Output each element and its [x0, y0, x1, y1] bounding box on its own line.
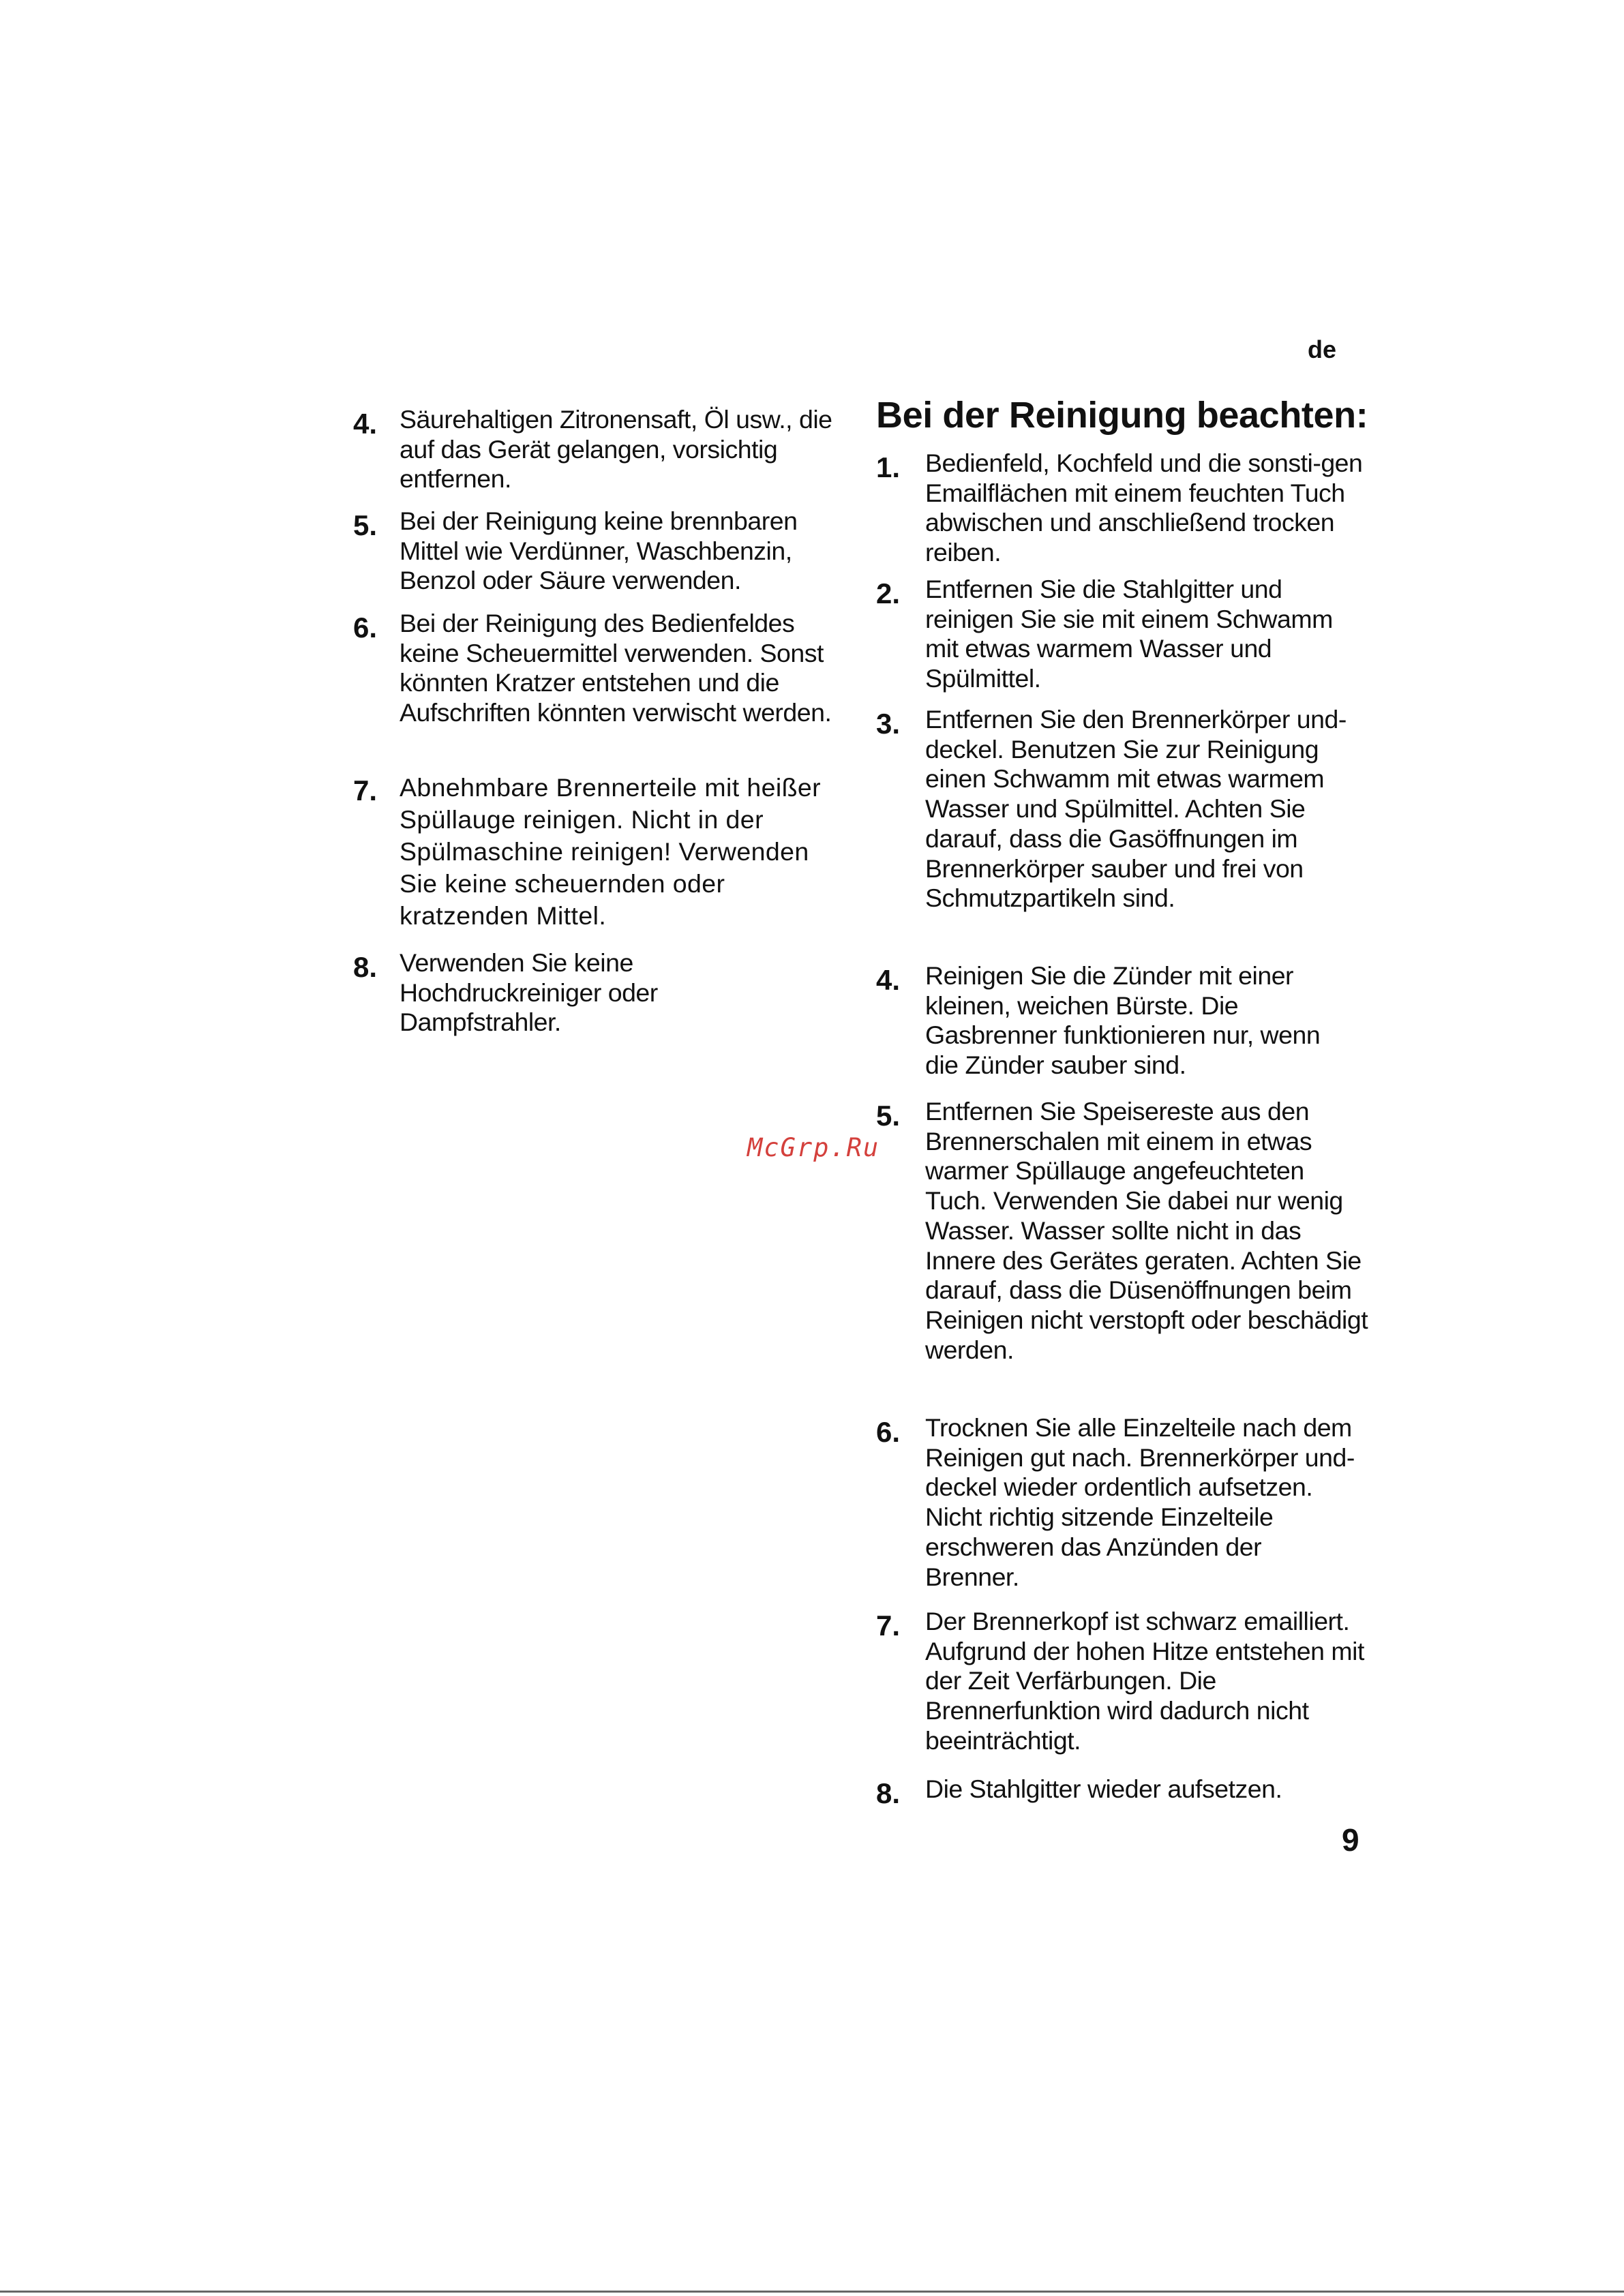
list-item	[353, 948, 735, 1038]
list-item	[353, 507, 803, 596]
item-number: 3.	[876, 708, 901, 740]
item-number: 6.	[353, 611, 378, 644]
item-text: Bedienfeld, Kochfeld und die sonsti-gen Emailflächen mit einem feuchten Tuch abwischen und anschließend trocken reiben.	[925, 449, 1363, 567]
list-item	[876, 1413, 1362, 1592]
item-number: 4.	[353, 408, 378, 440]
item-text: Die Stahlgitter wieder aufsetzen.	[925, 1774, 1282, 1803]
item-number: 5.	[353, 509, 378, 541]
list-item	[876, 575, 1340, 694]
item-text: Säurehaltigen Zitronensaft, Öl usw., die auf das Gerät gelangen, vorsichtig entfernen.	[400, 405, 832, 493]
item-number: 8.	[876, 1777, 901, 1809]
item-text: Trocknen Sie alle Einzelteile nach dem Reinigen gut nach. Brennerkörper und-deckel wieder ordentlich aufsetzen. Nicht richtig sitzende Einzelteile erschweren das Anzünden der Brenner.	[925, 1413, 1355, 1591]
section-heading: Bei der Reinigung beachten:	[876, 395, 1368, 436]
item-text: Bei der Reinigung des Bedienfeldes keine Scheuermittel verwenden. Sonst könnten Kratzer entstehen und die Aufschriften könnten verwischt werden.	[400, 609, 832, 727]
list-item	[876, 705, 1370, 913]
list-item	[353, 609, 837, 727]
item-number: 1.	[876, 451, 901, 483]
list-item	[876, 961, 1353, 1081]
item-text: Verwenden Sie keine Hochdruckreiniger oder Dampfstrahler.	[400, 948, 658, 1036]
item-number: 5.	[876, 1100, 901, 1132]
bottom-divider	[0, 2291, 1624, 2293]
page-number: 9	[1342, 1822, 1359, 1858]
item-number: 7.	[876, 1610, 901, 1642]
list-item	[876, 1774, 1394, 1809]
list-item	[353, 772, 830, 932]
item-text: Entfernen Sie den Brennerkörper und-deckel. Benutzen Sie zur Reinigung einen Schwamm mit etwas warmem Wasser und Spülmittel. Achten Sie darauf, dass die Gasöffnungen im Brennerkörper sauber und frei von Schmutzpartikeln sind.	[925, 705, 1347, 913]
item-text: Bei der Reinigung keine brennbaren Mittel wie Verdünner, Waschbenzin, Benzol oder Säure verwenden.	[400, 507, 798, 594]
item-text: Der Brennerkopf ist schwarz emailliert. Aufgrund der hohen Hitze entstehen mit der Zeit Verfärbungen. Die Brennerfunktion wird dadurch nicht beeinträchtigt.	[925, 1607, 1364, 1755]
language-tag: de	[1308, 335, 1337, 363]
list-item	[353, 405, 844, 494]
item-text: Abnehmbare Brennerteile mit heißer Spüllauge reinigen. Nicht in der Spülmaschine reinigen! Verwenden Sie keine scheuernden oder kratzenden Mittel.	[400, 773, 822, 930]
item-text: Entfernen Sie Speisereste aus den Brennerschalen mit einem in etwas warmer Spüllauge angefeuchteten Tuch. Verwenden Sie dabei nur wenig Wasser. Wasser sollte nicht in das Innere des Gerätes geraten. Achten Sie darauf, dass die Düsenöffnungen beim Reinigen nicht verstopft oder beschädigt werden.	[925, 1097, 1368, 1364]
item-number: 6.	[876, 1416, 901, 1448]
item-text: Reinigen Sie die Zünder mit einer kleinen, weichen Bürste. Die Gasbrenner funktionieren nur, wenn die Zünder sauber sind.	[925, 961, 1321, 1080]
watermark: McGrp.Ru	[747, 1133, 880, 1162]
list-item	[876, 1607, 1381, 1756]
item-number: 8.	[353, 951, 378, 983]
item-text: Entfernen Sie die Stahlgitter und reinigen Sie sie mit einem Schwamm mit etwas warmem Wasser und Spülmittel.	[925, 575, 1333, 693]
item-number: 4.	[876, 964, 901, 996]
item-number: 7.	[353, 774, 378, 806]
list-item	[876, 449, 1364, 568]
item-number: 2.	[876, 577, 901, 609]
list-item	[876, 1097, 1370, 1365]
